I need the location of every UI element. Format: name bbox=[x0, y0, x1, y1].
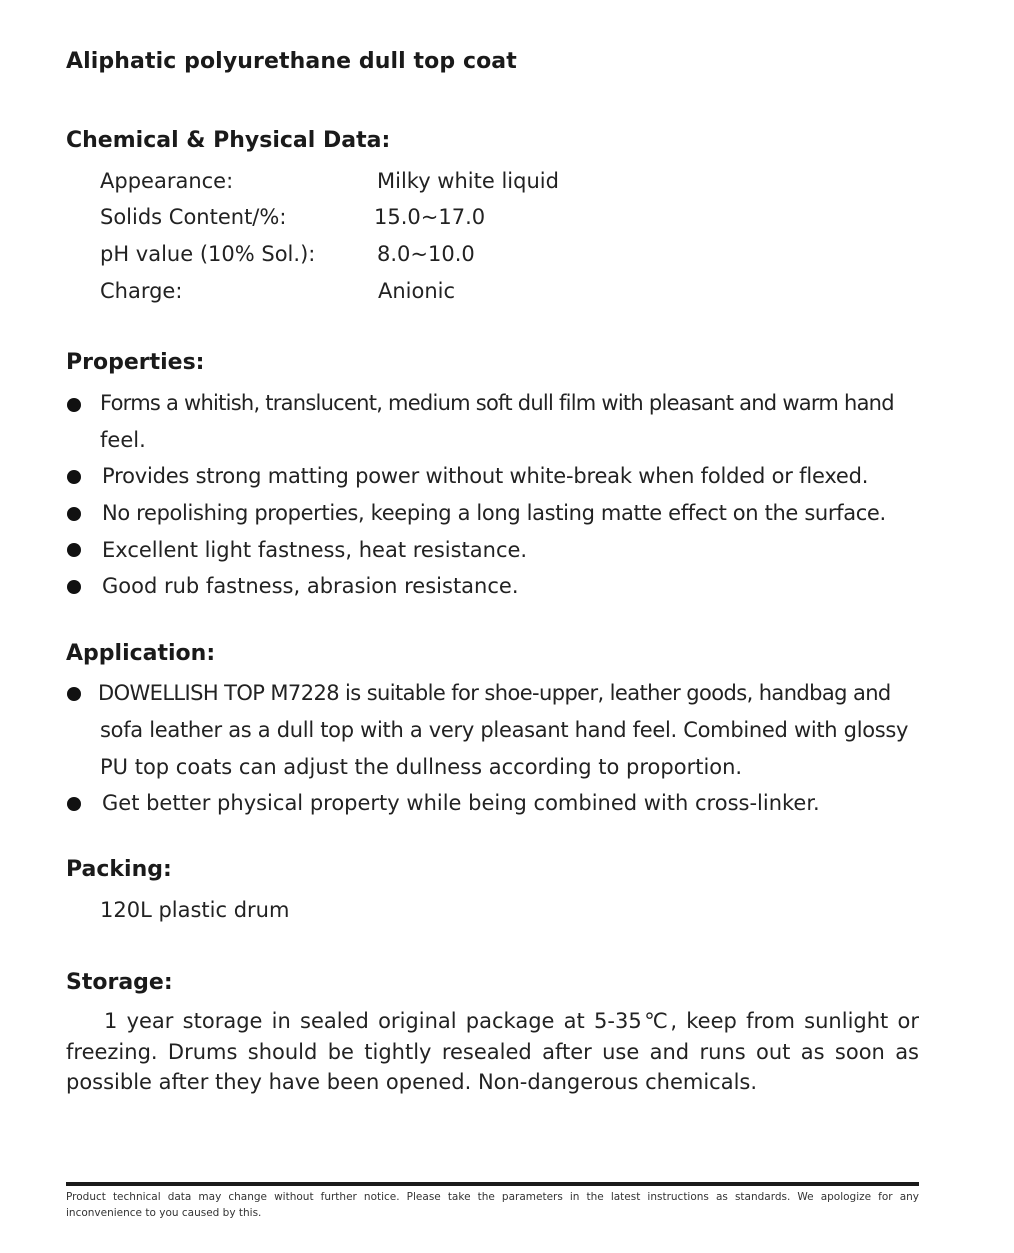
property-item-1-line-1: Forms a whitish, translucent, medium soft dull film with pleasant and warm hand bbox=[100, 391, 894, 415]
bullet-icon bbox=[67, 543, 81, 557]
property-item-2: Provides strong matting power without white-break when folded or flexed. bbox=[102, 464, 869, 488]
bullet-icon bbox=[67, 580, 81, 594]
application-item-2: Get better physical property while being combined with cross-linker. bbox=[102, 791, 820, 815]
solids-content-value: 15.0~17.0 bbox=[374, 205, 486, 229]
storage-paragraph bbox=[66, 1006, 919, 1098]
property-item-4: Excellent light fastness, heat resistance. bbox=[102, 538, 528, 562]
storage-heading: Storage: bbox=[66, 970, 173, 995]
storage-text: 1 year storage in sealed original package at 5-35℃, keep from sunlight or freezing. Drums should be tightly resealed after use and runs out as soon as possible after they have been opened. Non-dangerous chemicals. bbox=[66, 1009, 919, 1094]
bullet-icon bbox=[67, 687, 81, 701]
application-item-1-line-1: DOWELLISH TOP M7228 is suitable for shoe-upper, leather goods, handbag and bbox=[98, 681, 891, 705]
solids-content-label: Solids Content/%: bbox=[100, 205, 287, 229]
ph-value-label: pH value (10% Sol.): bbox=[100, 242, 316, 266]
properties-heading: Properties: bbox=[66, 350, 205, 375]
packing-heading: Packing: bbox=[66, 857, 172, 882]
chemical-data-heading: Chemical & Physical Data: bbox=[66, 128, 391, 153]
appearance-label: Appearance: bbox=[100, 169, 234, 193]
document-title: Aliphatic polyurethane dull top coat bbox=[66, 49, 517, 74]
bullet-icon bbox=[67, 398, 81, 412]
charge-value: Anionic bbox=[378, 279, 456, 303]
appearance-value: Milky white liquid bbox=[377, 169, 559, 193]
property-item-5: Good rub fastness, abrasion resistance. bbox=[102, 574, 519, 598]
application-item-1-line-2: sofa leather as a dull top with a very pleasant hand feel. Combined with glossy bbox=[100, 718, 909, 742]
ph-value-value: 8.0~10.0 bbox=[377, 242, 475, 266]
footer-divider bbox=[66, 1182, 919, 1186]
bullet-icon bbox=[67, 470, 81, 484]
packing-text: 120L plastic drum bbox=[100, 898, 290, 922]
property-item-3: No repolishing properties, keeping a long lasting matte effect on the surface. bbox=[102, 501, 886, 525]
footer-note: Product technical data may change without further notice. Please take the parameters in the latest instructions as standards. We apologize for any inconvenience to you caused by this. bbox=[66, 1191, 919, 1219]
application-heading: Application: bbox=[66, 641, 216, 666]
bullet-icon bbox=[67, 507, 81, 521]
application-item-1-line-3: PU top coats can adjust the dullness according to proportion. bbox=[100, 755, 743, 779]
bullet-icon bbox=[67, 797, 81, 811]
property-item-1-line-2: feel. bbox=[100, 428, 146, 452]
charge-label: Charge: bbox=[100, 279, 183, 303]
